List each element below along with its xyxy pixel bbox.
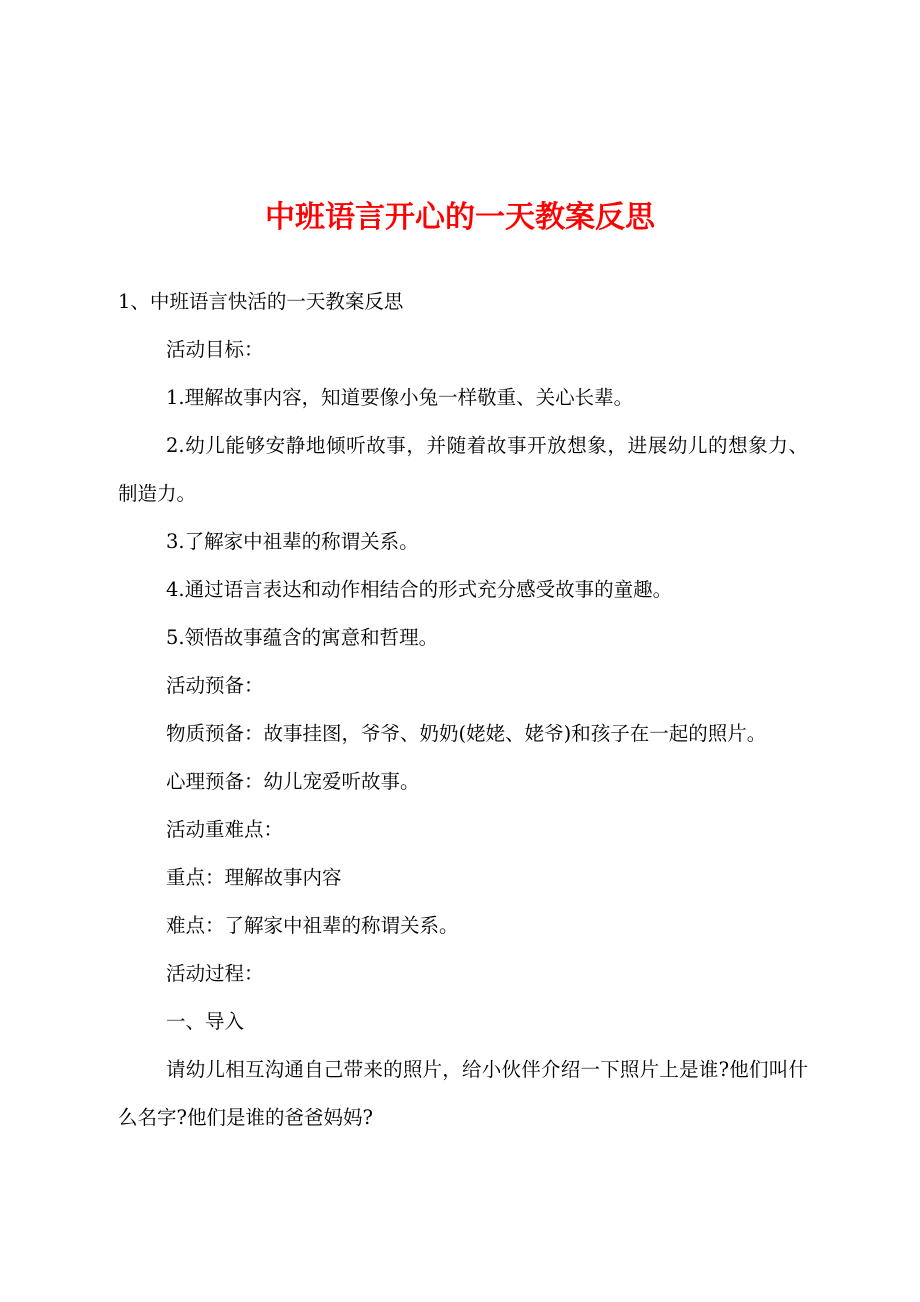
document-body xyxy=(118,278,808,1142)
section-heading: 1、中班语言快活的一天教案反思 xyxy=(118,290,404,313)
goal-item: 1.理解故事内容，知道要像小兔一样敬重、关心长辈。 xyxy=(166,386,634,409)
key-point: 重点：理解故事内容 xyxy=(166,866,342,889)
process-heading: 活动过程： xyxy=(166,962,264,985)
goals-heading: 活动目标： xyxy=(166,338,264,361)
step1-heading: 一、导入 xyxy=(166,1010,245,1033)
difficult-point: 难点：了解家中祖辈的称谓关系。 xyxy=(166,914,459,937)
document-title: 中班语言开心的一天教案反思 xyxy=(265,200,655,235)
step1-text: 请幼儿相互沟通自己带来的照片，给小伙伴介绍一下照片上是谁?他们叫什么名字?他们是谁的爸爸妈妈? xyxy=(118,1058,808,1129)
prep-heading: 活动预备： xyxy=(166,674,264,697)
goal-item: 5.领悟故事蕴含的寓意和哲理。 xyxy=(166,626,439,649)
goal-item: 3.了解家中祖辈的称谓关系。 xyxy=(166,530,419,553)
key-heading: 活动重难点： xyxy=(166,818,284,841)
prep-material: 物质预备：故事挂图，爷爷、奶奶(姥姥、姥爷)和孩子在一起的照片。 xyxy=(166,722,767,745)
prep-mental: 心理预备：幼儿宠爱听故事。 xyxy=(166,770,420,793)
goal-item: 2.幼儿能够安静地倾听故事，并随着故事开放想象，进展幼儿的想象力、制造力。 xyxy=(118,434,808,505)
goal-item: 4.通过语言表达和动作相结合的形式充分感受故事的童趣。 xyxy=(166,578,673,601)
